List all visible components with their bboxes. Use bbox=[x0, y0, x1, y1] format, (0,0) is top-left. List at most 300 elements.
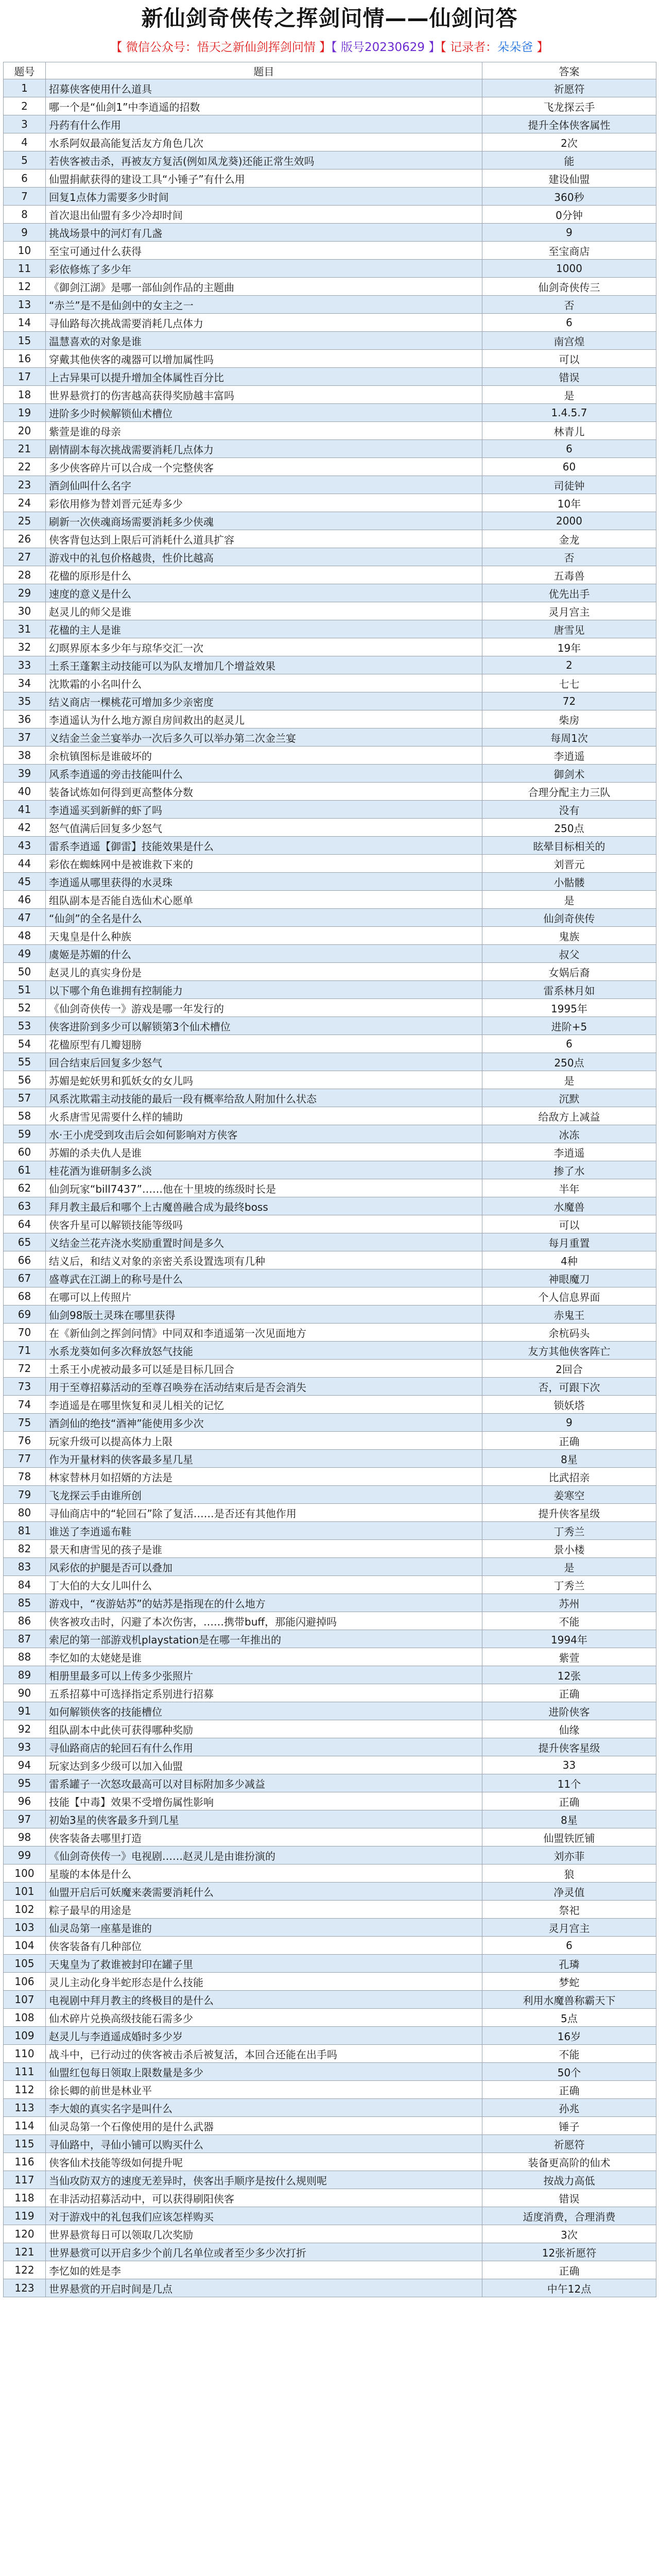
table-row bbox=[4, 2225, 656, 2243]
row-number: 30 bbox=[4, 602, 46, 620]
row-number: 119 bbox=[4, 2207, 46, 2225]
row-number: 2 bbox=[4, 97, 46, 115]
row-answer: 19年 bbox=[482, 638, 656, 656]
row-answer: 不能 bbox=[482, 1612, 656, 1630]
row-answer: 9 bbox=[482, 1414, 656, 1432]
row-number: 109 bbox=[4, 2027, 46, 2045]
row-number: 115 bbox=[4, 2135, 46, 2153]
row-question: 彩依在蜘蛛网中是被谁救下来的 bbox=[46, 855, 482, 873]
row-number: 99 bbox=[4, 1846, 46, 1865]
row-number: 37 bbox=[4, 728, 46, 747]
table-row bbox=[4, 2153, 656, 2171]
table-row bbox=[4, 783, 656, 801]
row-number: 64 bbox=[4, 1215, 46, 1233]
row-answer: 仙剑奇侠传 bbox=[482, 909, 656, 927]
table-row bbox=[4, 422, 656, 440]
table-row bbox=[4, 1215, 656, 1233]
row-number: 17 bbox=[4, 368, 46, 386]
subtitle-close: 】 bbox=[533, 41, 549, 54]
table-row bbox=[4, 1558, 656, 1576]
qa-table bbox=[3, 62, 656, 2297]
row-number: 88 bbox=[4, 1648, 46, 1666]
row-question: 侠客进阶到多少可以解锁第3个仙术槽位 bbox=[46, 1017, 482, 1035]
table-row bbox=[4, 1360, 656, 1378]
row-question: 花楹的原形是什么 bbox=[46, 566, 482, 584]
table-row bbox=[4, 1504, 656, 1522]
row-number: 68 bbox=[4, 1287, 46, 1306]
row-number: 32 bbox=[4, 638, 46, 656]
row-question: 世界悬赏的开启时间是几点 bbox=[46, 2279, 482, 2297]
row-question: 回复1点体力需要多少时间 bbox=[46, 188, 482, 206]
row-question: 对于游戏中的礼包我们应该怎样购买 bbox=[46, 2207, 482, 2225]
row-number: 101 bbox=[4, 1883, 46, 1901]
table-row bbox=[4, 476, 656, 494]
table-row bbox=[4, 151, 656, 170]
row-number: 67 bbox=[4, 1269, 46, 1287]
row-question: 彩依修炼了多少年 bbox=[46, 260, 482, 278]
table-row bbox=[4, 1306, 656, 1324]
row-number: 8 bbox=[4, 206, 46, 224]
row-number: 39 bbox=[4, 765, 46, 783]
row-number: 86 bbox=[4, 1612, 46, 1630]
table-row bbox=[4, 638, 656, 656]
header-answer: 答案 bbox=[482, 62, 656, 79]
table-row bbox=[4, 1666, 656, 1684]
row-question: 寻仙路商店的轮回石有什么作用 bbox=[46, 1738, 482, 1756]
row-number: 123 bbox=[4, 2279, 46, 2297]
table-row bbox=[4, 909, 656, 927]
row-answer: 御剑术 bbox=[482, 765, 656, 783]
table-row bbox=[4, 1450, 656, 1468]
table-row bbox=[4, 1955, 656, 1973]
row-question: 紫萱是谁的母亲 bbox=[46, 422, 482, 440]
row-answer: 金龙 bbox=[482, 530, 656, 548]
row-answer: 中午12点 bbox=[482, 2279, 656, 2297]
row-answer: 沉默 bbox=[482, 1089, 656, 1107]
table-row bbox=[4, 1161, 656, 1179]
row-number: 53 bbox=[4, 1017, 46, 1035]
row-number: 90 bbox=[4, 1684, 46, 1702]
row-question: 世界悬赏每日可以领取几次奖励 bbox=[46, 2225, 482, 2243]
table-row bbox=[4, 747, 656, 765]
table-row bbox=[4, 350, 656, 368]
table-row bbox=[4, 837, 656, 855]
row-question: 丁大伯的大女儿叫什么 bbox=[46, 1576, 482, 1594]
row-answer: 刘亦菲 bbox=[482, 1846, 656, 1865]
row-number: 3 bbox=[4, 115, 46, 133]
table-row bbox=[4, 855, 656, 873]
table-row bbox=[4, 97, 656, 115]
row-answer: 2回合 bbox=[482, 1360, 656, 1378]
row-question: 雷系李逍遥【御雷】技能效果是什么 bbox=[46, 837, 482, 855]
row-question: 侠客升星可以解锁技能等级吗 bbox=[46, 1215, 482, 1233]
row-answer: 柴房 bbox=[482, 710, 656, 728]
row-question: 丹药有什么作用 bbox=[46, 115, 482, 133]
row-number: 106 bbox=[4, 1973, 46, 1991]
row-number: 9 bbox=[4, 224, 46, 242]
row-answer: 每月重置 bbox=[482, 1233, 656, 1251]
table-row bbox=[4, 1612, 656, 1630]
row-question: 《仙剑奇侠传一》游戏是哪一年发行的 bbox=[46, 999, 482, 1017]
row-question: 挑战场景中的河灯有几盏 bbox=[46, 224, 482, 242]
row-question: 水系阿奴最高能复活友方角色几次 bbox=[46, 133, 482, 151]
row-answer: 给敌方上减益 bbox=[482, 1107, 656, 1125]
row-number: 94 bbox=[4, 1756, 46, 1774]
row-question: 仙盟开启后可妖魔来袭需要消耗什么 bbox=[46, 1883, 482, 1901]
row-answer: 能 bbox=[482, 151, 656, 170]
row-number: 117 bbox=[4, 2171, 46, 2189]
row-number: 111 bbox=[4, 2063, 46, 2081]
table-row bbox=[4, 2099, 656, 2117]
row-answer: 孔璘 bbox=[482, 1955, 656, 1973]
row-answer: 否，可跟下次 bbox=[482, 1378, 656, 1396]
row-answer: 祈愿符 bbox=[482, 2135, 656, 2153]
row-question: 景天和唐雪见的孩子是谁 bbox=[46, 1540, 482, 1558]
row-number: 108 bbox=[4, 2009, 46, 2027]
row-answer: 250点 bbox=[482, 1053, 656, 1071]
table-row bbox=[4, 2045, 656, 2063]
row-answer: 神眼魔刀 bbox=[482, 1269, 656, 1287]
table-row bbox=[4, 332, 656, 350]
row-question: 火系唐雪见需要什么样的辅助 bbox=[46, 1107, 482, 1125]
row-question: 结义商店一棵桃花可增加多少亲密度 bbox=[46, 692, 482, 710]
row-question: 李忆如的太姥姥是谁 bbox=[46, 1648, 482, 1666]
table-row bbox=[4, 1179, 656, 1197]
row-question: 仙剑玩家“bill7437”……他在十里坡的练级时长是 bbox=[46, 1179, 482, 1197]
table-row bbox=[4, 170, 656, 188]
row-number: 27 bbox=[4, 548, 46, 566]
table-row bbox=[4, 2135, 656, 2153]
row-question: 水·王小虎受到攻击后会如何影响对方侠客 bbox=[46, 1125, 482, 1143]
row-number: 59 bbox=[4, 1125, 46, 1143]
row-answer: 提升侠客星级 bbox=[482, 1738, 656, 1756]
row-answer: 提升侠客星级 bbox=[482, 1504, 656, 1522]
row-question: 组队副本是否能自选仙术心愿单 bbox=[46, 891, 482, 909]
row-question: 若侠客被击杀，再被友方复活(例如凤龙葵)还能正常生效吗 bbox=[46, 151, 482, 170]
row-number: 28 bbox=[4, 566, 46, 584]
row-question: 进阶多少时候解锁仙术槽位 bbox=[46, 404, 482, 422]
row-number: 70 bbox=[4, 1324, 46, 1342]
row-number: 29 bbox=[4, 584, 46, 602]
row-number: 20 bbox=[4, 422, 46, 440]
row-answer: 1995年 bbox=[482, 999, 656, 1017]
table-row bbox=[4, 368, 656, 386]
row-number: 100 bbox=[4, 1865, 46, 1883]
row-answer: 9 bbox=[482, 224, 656, 242]
row-number: 47 bbox=[4, 909, 46, 927]
row-question: 苏媚的杀夫仇人是谁 bbox=[46, 1143, 482, 1161]
row-question: 粽子最早的用途是 bbox=[46, 1901, 482, 1919]
row-number: 35 bbox=[4, 692, 46, 710]
row-number: 85 bbox=[4, 1594, 46, 1612]
table-row bbox=[4, 566, 656, 584]
row-question: 侠客装备去哪里打造 bbox=[46, 1828, 482, 1846]
row-number: 48 bbox=[4, 927, 46, 945]
subtitle-version: 【 版号20230629 】 bbox=[331, 41, 441, 54]
row-question: 彩依用修为替刘晋元延寿多少 bbox=[46, 494, 482, 512]
row-number: 55 bbox=[4, 1053, 46, 1071]
row-answer: 进阶侠客 bbox=[482, 1702, 656, 1720]
table-row bbox=[4, 1107, 656, 1125]
row-number: 104 bbox=[4, 1937, 46, 1955]
row-number: 84 bbox=[4, 1576, 46, 1594]
row-answer: 灵月宫主 bbox=[482, 1919, 656, 1937]
row-answer: 可以 bbox=[482, 350, 656, 368]
table-row bbox=[4, 1540, 656, 1558]
table-row bbox=[4, 1901, 656, 1919]
row-number: 69 bbox=[4, 1306, 46, 1324]
row-question: 仙盟红包每日领取上限数量是多少 bbox=[46, 2063, 482, 2081]
row-answer: 优先出手 bbox=[482, 584, 656, 602]
row-question: 玩家升级可以提高体力上限 bbox=[46, 1432, 482, 1450]
row-number: 91 bbox=[4, 1702, 46, 1720]
row-answer: 丁秀兰 bbox=[482, 1522, 656, 1540]
page-subtitle bbox=[0, 37, 659, 58]
table-row bbox=[4, 1287, 656, 1306]
table-row bbox=[4, 2063, 656, 2081]
row-question: 温慧喜欢的对象是谁 bbox=[46, 332, 482, 350]
row-answer: 1000 bbox=[482, 260, 656, 278]
table-row bbox=[4, 2207, 656, 2225]
row-number: 103 bbox=[4, 1919, 46, 1937]
row-question: 飞龙探云手由谁所创 bbox=[46, 1486, 482, 1504]
row-answer: 半年 bbox=[482, 1179, 656, 1197]
row-number: 60 bbox=[4, 1143, 46, 1161]
row-number: 10 bbox=[4, 242, 46, 260]
row-number: 89 bbox=[4, 1666, 46, 1684]
row-question: 仙灵岛第一个石像使用的是什么武器 bbox=[46, 2117, 482, 2135]
table-row bbox=[4, 1486, 656, 1504]
row-number: 38 bbox=[4, 747, 46, 765]
row-question: 怒气值满后回复多少怒气 bbox=[46, 819, 482, 837]
row-question: 寻仙商店中的“轮回石”除了复活……是否还有其他作用 bbox=[46, 1504, 482, 1522]
row-answer: 正确 bbox=[482, 1432, 656, 1450]
row-number: 41 bbox=[4, 801, 46, 819]
row-question: 酒剑仙叫什么名字 bbox=[46, 476, 482, 494]
table-row bbox=[4, 999, 656, 1017]
row-question: 当仙攻防双方的速度无差异时，侠客出手顺序是按什么规则呢 bbox=[46, 2171, 482, 2189]
row-number: 44 bbox=[4, 855, 46, 873]
table-row bbox=[4, 2261, 656, 2279]
row-answer: 冰冻 bbox=[482, 1125, 656, 1143]
row-answer: 净灵值 bbox=[482, 1883, 656, 1901]
row-answer: 360秒 bbox=[482, 188, 656, 206]
row-answer: 李逍遥 bbox=[482, 1143, 656, 1161]
row-answer: 进阶+5 bbox=[482, 1017, 656, 1035]
row-answer: 余杭码头 bbox=[482, 1324, 656, 1342]
row-question: 招募侠客使用什么道具 bbox=[46, 79, 482, 97]
row-question: 哪一个是“仙剑1”中李逍遥的招数 bbox=[46, 97, 482, 115]
row-question: “赤兰”是不是仙剑中的女主之一 bbox=[46, 296, 482, 314]
row-number: 113 bbox=[4, 2099, 46, 2117]
row-answer: 姜寒空 bbox=[482, 1486, 656, 1504]
row-answer: 五毒兽 bbox=[482, 566, 656, 584]
row-answer: 3次 bbox=[482, 2225, 656, 2243]
row-question: 侠客背包达到上限后可消耗什么道具扩容 bbox=[46, 530, 482, 548]
table-row bbox=[4, 1865, 656, 1883]
header-number: 题号 bbox=[4, 62, 46, 79]
row-number: 34 bbox=[4, 674, 46, 692]
row-number: 80 bbox=[4, 1504, 46, 1522]
row-number: 56 bbox=[4, 1071, 46, 1089]
row-answer: 正确 bbox=[482, 1792, 656, 1810]
row-number: 81 bbox=[4, 1522, 46, 1540]
row-answer: 祈愿符 bbox=[482, 79, 656, 97]
row-question: 天鬼皇是什么种族 bbox=[46, 927, 482, 945]
row-answer: 紫萱 bbox=[482, 1648, 656, 1666]
row-question: 在《新仙剑之挥剑问情》中同双和李逍遥第一次见面地方 bbox=[46, 1324, 482, 1342]
table-row bbox=[4, 1810, 656, 1828]
row-question: 《御剑江湖》是哪一部仙剑作品的主题曲 bbox=[46, 278, 482, 296]
table-row bbox=[4, 1233, 656, 1251]
table-row bbox=[4, 602, 656, 620]
table-row bbox=[4, 1396, 656, 1414]
table-row bbox=[4, 963, 656, 981]
row-number: 43 bbox=[4, 837, 46, 855]
row-question: 拜月教主最后和哪个上古魔兽融合成为最终boss bbox=[46, 1197, 482, 1215]
row-question: 《仙剑奇侠传一》电视剧……赵灵儿是由谁扮演的 bbox=[46, 1846, 482, 1865]
row-question: 李逍遥认为什么地方源自房间救出的赵灵儿 bbox=[46, 710, 482, 728]
subtitle-author: 朵朵爸 bbox=[497, 41, 533, 54]
row-answer: 6 bbox=[482, 440, 656, 458]
row-answer: 否 bbox=[482, 548, 656, 566]
table-row bbox=[4, 710, 656, 728]
row-question: “仙剑”的全名是什么 bbox=[46, 909, 482, 927]
row-answer: 仙盟铁匠铺 bbox=[482, 1828, 656, 1846]
row-number: 97 bbox=[4, 1810, 46, 1828]
table-row bbox=[4, 620, 656, 638]
row-answer: 飞龙探云手 bbox=[482, 97, 656, 115]
row-question: 刷新一次侠魂商场需要消耗多少侠魂 bbox=[46, 512, 482, 530]
row-answer: 6 bbox=[482, 314, 656, 332]
row-answer: 错误 bbox=[482, 368, 656, 386]
table-row bbox=[4, 79, 656, 97]
row-number: 36 bbox=[4, 710, 46, 728]
row-number: 25 bbox=[4, 512, 46, 530]
subtitle-wechat: 【 微信公众号：悟天之新仙剑挥剑问情 】 bbox=[110, 41, 332, 54]
table-row bbox=[4, 927, 656, 945]
row-answer: 16岁 bbox=[482, 2027, 656, 2045]
row-number: 33 bbox=[4, 656, 46, 674]
row-number: 58 bbox=[4, 1107, 46, 1125]
row-question: 游戏中，“夜游姑苏”的姑苏是指现在的什么地方 bbox=[46, 1594, 482, 1612]
table-row bbox=[4, 1648, 656, 1666]
table-row bbox=[4, 1774, 656, 1792]
row-answer: 友方其他侠客阵亡 bbox=[482, 1342, 656, 1360]
table-row bbox=[4, 1017, 656, 1035]
row-answer: 6 bbox=[482, 1035, 656, 1053]
table-row bbox=[4, 188, 656, 206]
row-question: 以下哪个角色谁拥有控制能力 bbox=[46, 981, 482, 999]
row-number: 46 bbox=[4, 891, 46, 909]
row-number: 4 bbox=[4, 133, 46, 151]
table-row bbox=[4, 873, 656, 891]
table-row bbox=[4, 1756, 656, 1774]
table-row bbox=[4, 1432, 656, 1450]
row-answer: 叔父 bbox=[482, 945, 656, 963]
table-row bbox=[4, 386, 656, 404]
table-row bbox=[4, 1324, 656, 1342]
row-answer: 七七 bbox=[482, 674, 656, 692]
row-number: 45 bbox=[4, 873, 46, 891]
row-question: 至宝可通过什么获得 bbox=[46, 242, 482, 260]
row-number: 65 bbox=[4, 1233, 46, 1251]
table-row bbox=[4, 1143, 656, 1161]
row-question: 剧情副本每次挑战需要消耗几点体力 bbox=[46, 440, 482, 458]
table-row bbox=[4, 2189, 656, 2207]
row-question: 风系沈欺霜主动技能的最后一段有概率给敌人附加什么状态 bbox=[46, 1089, 482, 1107]
row-answer: 掺了水 bbox=[482, 1161, 656, 1179]
row-number: 95 bbox=[4, 1774, 46, 1792]
table-row bbox=[4, 981, 656, 999]
table-row bbox=[4, 656, 656, 674]
row-number: 121 bbox=[4, 2243, 46, 2261]
subtitle-recorder-label: 【 记录者： bbox=[440, 41, 498, 54]
row-question: 技能【中毒】效果不受增伤属性影响 bbox=[46, 1792, 482, 1810]
table-row bbox=[4, 1991, 656, 2009]
row-answer: 孙兆 bbox=[482, 2099, 656, 2117]
row-answer: 否 bbox=[482, 296, 656, 314]
row-answer: 正确 bbox=[482, 2261, 656, 2279]
row-answer: 灵月宫主 bbox=[482, 602, 656, 620]
row-question: 如何解锁侠客的技能槽位 bbox=[46, 1702, 482, 1720]
row-answer: 33 bbox=[482, 1756, 656, 1774]
row-number: 54 bbox=[4, 1035, 46, 1053]
row-answer: 正确 bbox=[482, 2081, 656, 2099]
row-answer: 按战力高低 bbox=[482, 2171, 656, 2189]
row-answer: 错误 bbox=[482, 2189, 656, 2207]
row-number: 40 bbox=[4, 783, 46, 801]
row-question: 赵灵儿的师父是谁 bbox=[46, 602, 482, 620]
table-row bbox=[4, 1846, 656, 1865]
row-number: 13 bbox=[4, 296, 46, 314]
row-answer: 比武招亲 bbox=[482, 1468, 656, 1486]
row-question: 谁送了李逍遥布鞋 bbox=[46, 1522, 482, 1540]
row-answer: 6 bbox=[482, 1937, 656, 1955]
table-row bbox=[4, 1468, 656, 1486]
row-question: 仙盟捐献获得的建设工具“小锤子”有什么用 bbox=[46, 170, 482, 188]
row-number: 93 bbox=[4, 1738, 46, 1756]
row-answer: 1994年 bbox=[482, 1630, 656, 1648]
page-title: 新仙剑奇侠传之挥剑问情——仙剑问答 bbox=[141, 6, 518, 31]
row-answer: 60 bbox=[482, 458, 656, 476]
row-number: 18 bbox=[4, 386, 46, 404]
table-row bbox=[4, 548, 656, 566]
row-question: 李忆如的姓是李 bbox=[46, 2261, 482, 2279]
row-answer: 南宫煌 bbox=[482, 332, 656, 350]
table-row bbox=[4, 2009, 656, 2027]
row-number: 12 bbox=[4, 278, 46, 296]
table-row bbox=[4, 1919, 656, 1937]
table-row bbox=[4, 530, 656, 548]
row-answer: 每周1次 bbox=[482, 728, 656, 747]
row-question: 灵儿主动化身半蛇形态是什么技能 bbox=[46, 1973, 482, 1991]
row-number: 5 bbox=[4, 151, 46, 170]
row-number: 42 bbox=[4, 819, 46, 837]
table-row bbox=[4, 1937, 656, 1955]
row-question: 侠客装备有几种部位 bbox=[46, 1937, 482, 1955]
row-answer: 狼 bbox=[482, 1865, 656, 1883]
row-question: 徐长卿的前世是林业平 bbox=[46, 2081, 482, 2099]
row-question: 义结金兰花卉浇水奖励重置时间是多久 bbox=[46, 1233, 482, 1251]
table-row bbox=[4, 674, 656, 692]
table-row bbox=[4, 2027, 656, 2045]
row-answer: 锁妖塔 bbox=[482, 1396, 656, 1414]
row-answer: 个人信息界面 bbox=[482, 1287, 656, 1306]
table-header-row bbox=[4, 62, 656, 79]
row-question: 苏媚是蛇妖男和狐妖女的女儿吗 bbox=[46, 1071, 482, 1089]
row-question: 义结金兰金兰宴举办一次后多久可以举办第二次金兰宴 bbox=[46, 728, 482, 747]
